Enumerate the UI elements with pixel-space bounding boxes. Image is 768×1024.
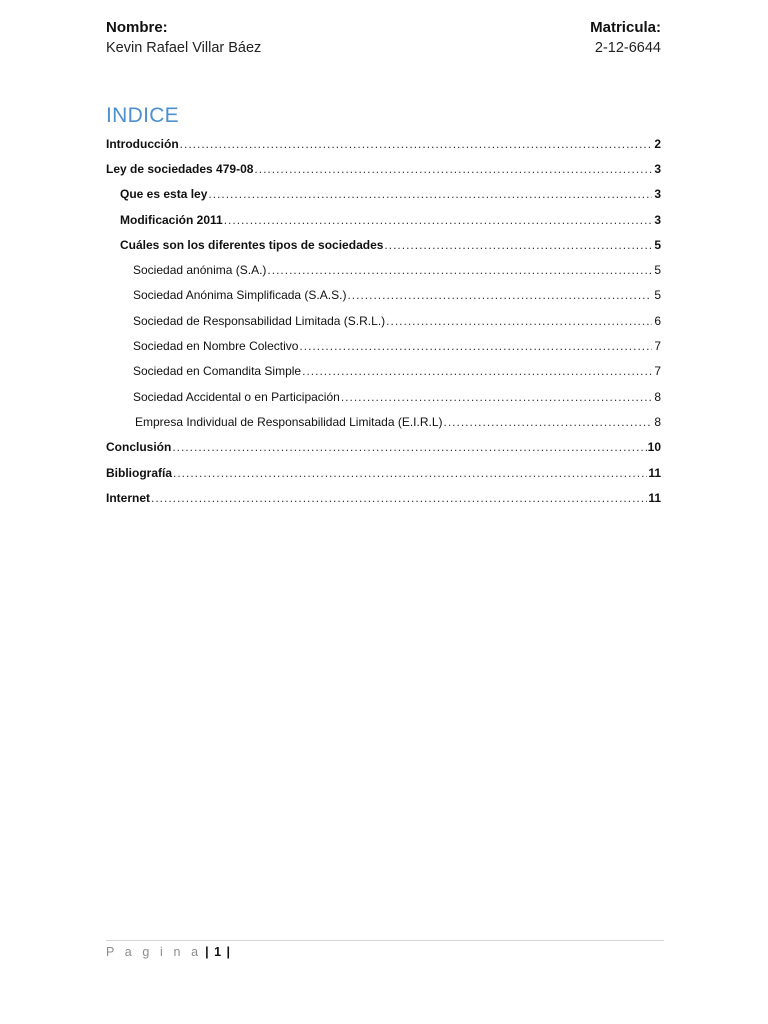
dot-leader	[444, 415, 653, 429]
toc-entry-label: Sociedad Accidental o en Participación	[133, 389, 340, 404]
toc-entry-conclusion[interactable]	[106, 435, 661, 460]
dot-leader	[173, 466, 647, 480]
toc-entry-tipos-sociedades[interactable]	[106, 232, 661, 257]
student-name-block	[106, 18, 261, 59]
toc-entry-page: 3	[654, 212, 661, 227]
toc-entry-label: Conclusión	[106, 440, 172, 455]
toc-entry-page: 8	[654, 389, 661, 404]
dot-leader	[151, 491, 647, 505]
toc-entry-sociedad-anonima[interactable]	[106, 257, 661, 282]
toc-entry-sociedad-comandita-simple[interactable]	[106, 359, 661, 384]
toc-entry-page: 7	[654, 339, 661, 354]
name-label: Nombre:	[106, 19, 168, 36]
table-of-contents	[106, 131, 661, 510]
toc-entry-page: 5	[654, 237, 661, 252]
toc-entry-label: Bibliografía	[106, 465, 173, 480]
toc-entry-que-es-esta-ley[interactable]	[106, 182, 661, 207]
toc-entry-label: Sociedad Anónima Simplificada (S.A.S.)	[133, 288, 347, 303]
page-footer	[106, 940, 664, 960]
footer-page-word: P a g i n a	[106, 945, 202, 959]
toc-entry-label: Sociedad de Responsabilidad Limitada (S.R.L.)	[133, 313, 386, 328]
toc-entry-label: Sociedad anónima (S.A.)	[133, 263, 267, 278]
dot-leader	[386, 314, 652, 328]
toc-entry-label: Ley de sociedades 479-08	[106, 161, 254, 176]
dot-leader	[254, 162, 652, 176]
toc-entry-page: 5	[654, 263, 661, 278]
toc-entry-sociedad-accidental[interactable]	[106, 384, 661, 409]
toc-entry-page: 5	[654, 288, 661, 303]
toc-entry-page: 11	[648, 490, 661, 505]
student-id-block	[590, 18, 661, 59]
dot-leader	[224, 213, 652, 227]
toc-entry-internet[interactable]	[106, 485, 661, 510]
toc-entry-modificacion-2011[interactable]	[106, 207, 661, 232]
dot-leader	[299, 339, 652, 353]
toc-entry-eirl[interactable]	[106, 409, 661, 434]
toc-entry-label: Que es esta ley	[120, 187, 208, 202]
toc-entry-page: 3	[654, 187, 661, 202]
toc-entry-label: Sociedad en Comandita Simple	[133, 364, 302, 379]
dot-leader	[347, 288, 652, 302]
dot-leader	[172, 440, 646, 454]
toc-entry-introduccion[interactable]	[106, 131, 661, 156]
dot-leader	[208, 187, 652, 201]
toc-title: INDICE	[106, 104, 179, 127]
dot-leader	[384, 238, 652, 252]
toc-entry-page: 11	[648, 465, 661, 480]
toc-entry-label: Sociedad en Nombre Colectivo	[133, 339, 299, 354]
toc-entry-label: Internet	[106, 490, 151, 505]
toc-entry-page: 3	[654, 161, 661, 176]
student-name: Kevin Rafael Villar Báez	[106, 40, 262, 56]
id-label: Matricula:	[590, 19, 661, 36]
toc-entry-page: 10	[647, 440, 661, 455]
toc-entry-page: 7	[654, 364, 661, 379]
toc-entry-page: 8	[654, 414, 661, 429]
toc-entry-label: Empresa Individual de Responsabilidad Limitada (E.I.R.L)	[135, 414, 443, 429]
dot-leader	[302, 364, 652, 378]
toc-entry-bibliografia[interactable]	[106, 460, 661, 485]
toc-entry-sociedad-responsabilidad-limitada[interactable]	[106, 308, 661, 333]
toc-entry-page: 6	[654, 313, 661, 328]
toc-entry-sociedad-nombre-colectivo[interactable]	[106, 333, 661, 358]
toc-entry-ley-sociedades[interactable]	[106, 156, 661, 181]
dot-leader	[341, 390, 652, 404]
dot-leader	[267, 263, 652, 277]
toc-entry-sociedad-anonima-simplificada[interactable]	[106, 283, 661, 308]
toc-entry-page: 2	[654, 136, 661, 151]
toc-entry-label: Cuáles son los diferentes tipos de sociedades	[120, 237, 384, 252]
toc-entry-label: Modificación 2011	[120, 212, 223, 227]
student-id: 2-12-6644	[594, 40, 661, 56]
toc-entry-label: Introducción	[106, 136, 179, 151]
dot-leader	[180, 137, 652, 151]
footer-page-number: | 1 |	[205, 945, 232, 959]
student-header	[106, 18, 661, 62]
